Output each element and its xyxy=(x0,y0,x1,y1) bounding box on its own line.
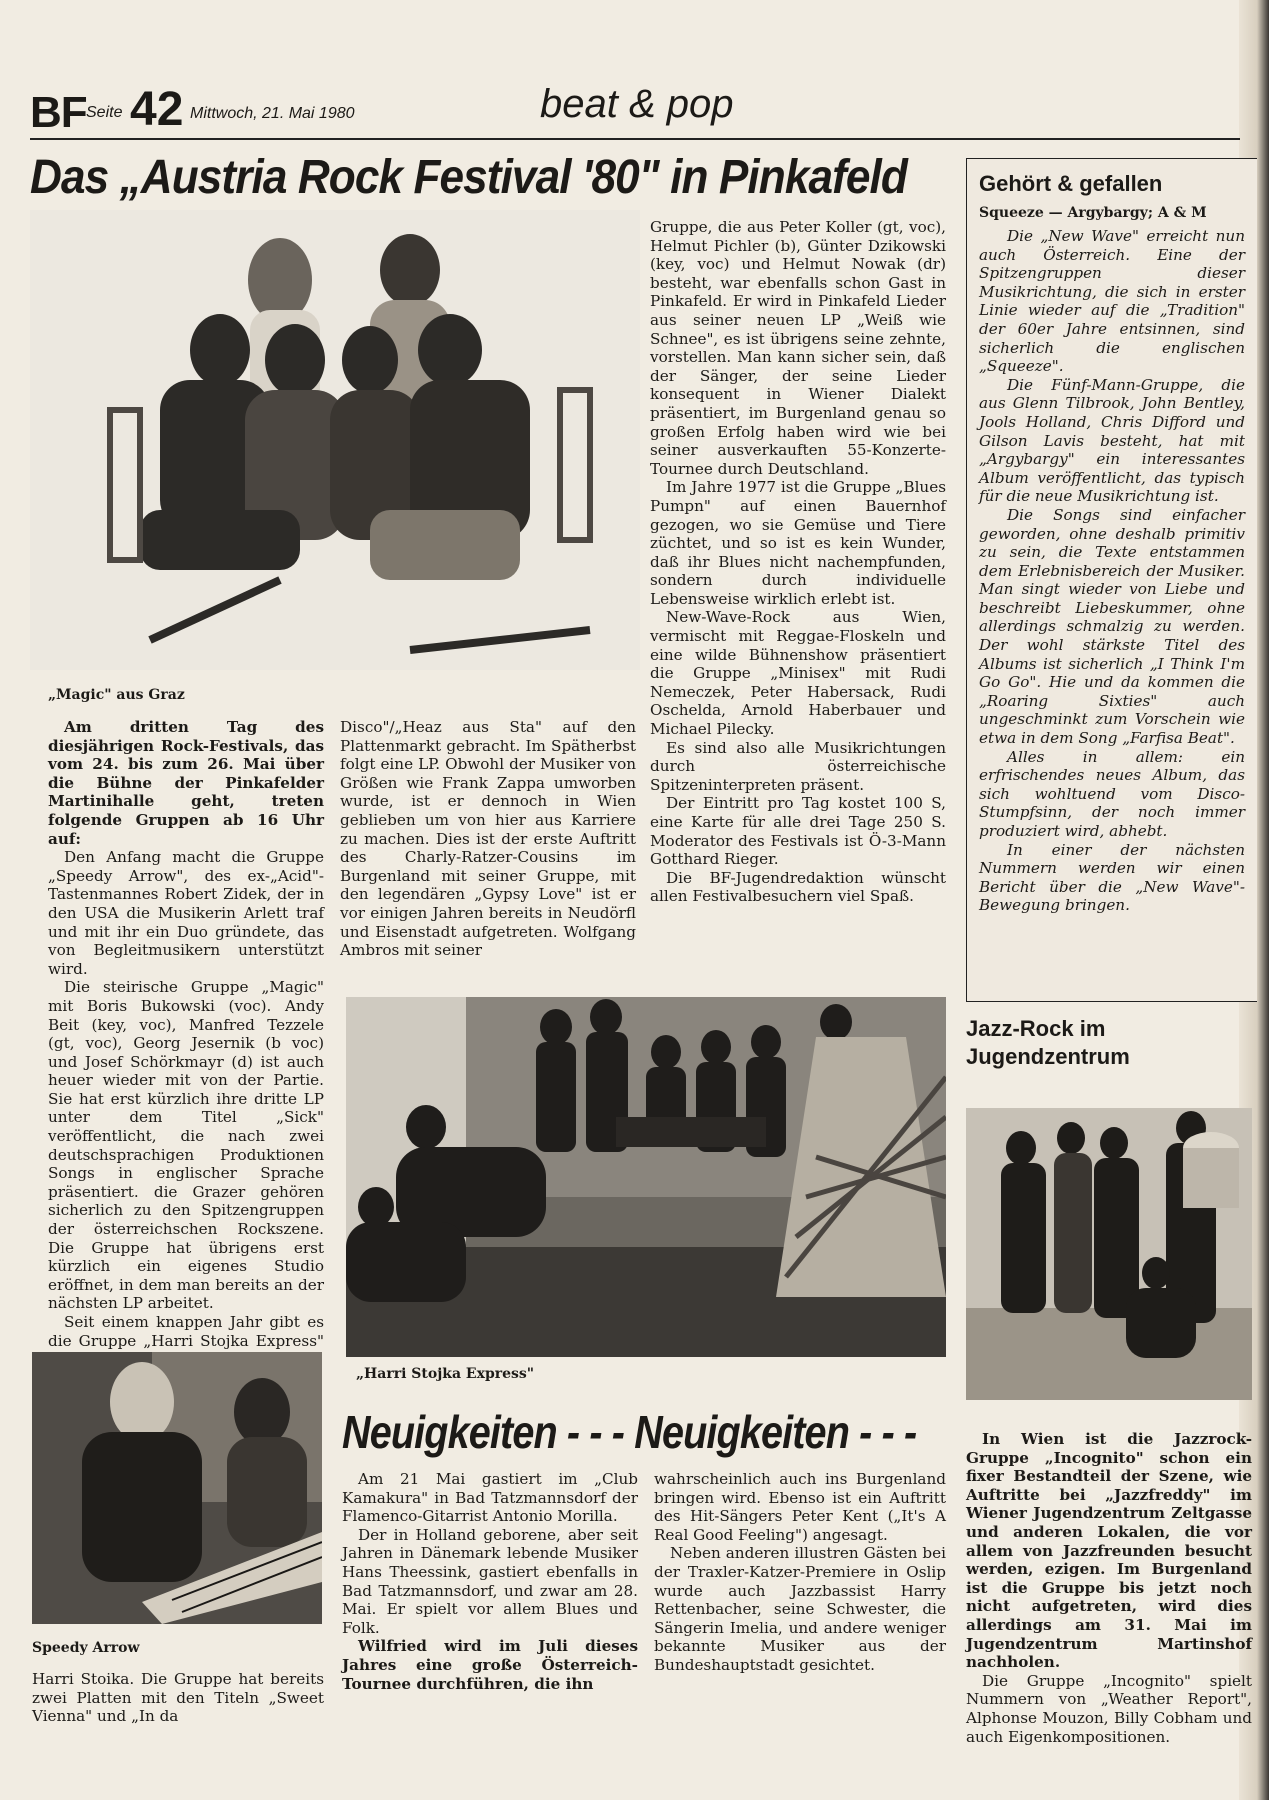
paragraph: Die steirische Gruppe „Magic" mit Boris Bukowski (voc). Andy Beit (key, voc), Manfred Tezzele (gt, voc), Georg Jesernik (b voc) und Josef Schörkmayr (d) ist auch heuer wieder mit von der Partie. Sie hat erst kürzlich ihre dritte LP unter dem Titel „Sick" veröffentlicht, die nach zwei deutschsprachigen Produktionen Songs in englischer Sprache präsentiert. die Grazer gehören sicherlich zu den Spitzengruppen der österreichschen Rockszene. Die Gruppe hat übrigens erst kürzlich ein eigenes Studio eröffnet, in dem man bereits an der nächsten LP arbeitet. xyxy=(48,978,324,1313)
paragraph: Seit einem knappen Jahr gibt es die Gruppe „Harri Stojka Express" xyxy=(48,1313,324,1350)
caption-magic: „Magic" aus Graz xyxy=(48,687,185,703)
review-box xyxy=(966,158,1257,1002)
incognito-illustration xyxy=(966,1108,1252,1400)
paragraph: Gruppe, die aus Peter Koller (gt, voc), Helmut Pichler (b), Günter Dzikowski (key, voc) und Helmut Nowak (dr) besteht, war ebenfalls schon Gast in Pinkafeld. Er wird in Pinkafeld Lieder aus seiner neuen LP „Weiß wie Schnee", es ist übrigens seine zehnte, vorstellen. Man kann sicher sein, daß der Sänger, der seine Lieder konsequent in Wiener Dialekt präsentiert, im Burgenland genau so großen Erfolg haben wird wie bei seiner ausverkauften 55-Konzerte-Tournee durch Deutschland. xyxy=(650,218,946,478)
page-label: Seite xyxy=(86,104,123,121)
section-title: beat & pop xyxy=(540,82,734,126)
paragraph: Den Anfang macht die Gruppe „Speedy Arrow", des ex-„Acid"-Tastenmannes Robert Zidek, der in den USA die Musikerin Arlett traf und mit ihr ein Duo gründete, das von Begleitmusikern unterstützt wird. xyxy=(48,848,324,978)
incognito-photo xyxy=(966,1108,1252,1400)
article-column-2 xyxy=(340,718,636,960)
newspaper-logo: BF xyxy=(30,88,87,137)
paragraph: Alles in allem: ein erfrischendes neues Album, das sich wohltuend vom Disco-Stumpfsinn, der noch immer produziert wird, abhebt. xyxy=(979,747,1245,840)
paragraph: Harri Stoika. Die Gruppe hat bereits zwei Platten mit den Titeln „Sweet Vienna" und „In da xyxy=(32,1670,324,1726)
jazz-lead: In Wien ist die Jazzrock-Gruppe „Incognito" schon ein fixer Bestandteil der Szene, wie Auftritte bei „Jazzfreddy" im Wiener Jugendzentrum Zeltgasse und anderen Lokalen, die vor allem von Jazzfreunden besucht werden, ezigen. Im Burgenland ist die Gruppe bis jetzt noch nicht aufgetreten, wird dies allerdings am 31. Mai im Jugendzentrum Martinshof nachholen. xyxy=(966,1430,1252,1672)
paragraph: Es sind also alle Musikrichtungen durch österreichische Spitzeninterpreten präsent. xyxy=(650,738,946,794)
paragraph: wahrscheinlich auch ins Burgenland bringen wird. Ebenso ist ein Auftritt des Hit-Sängers Peter Kent („It's A Real Good Feeling") angesagt. xyxy=(654,1470,946,1544)
speedy-arrow-photo xyxy=(32,1352,322,1624)
article-lead: Am dritten Tag des diesjährigen Rock-Festivals, das vom 24. bis zum 26. Mai über die Bühne der Pinkafelder Martinihalle geht, treten folgende Gruppen ab 16 Uhr auf: xyxy=(48,718,324,848)
paragraph: Am 21 Mai gastiert im „Club Kamakura" in Bad Tatzmannsdorf der Flamenco-Gitarrist Antonio Morilla. xyxy=(342,1470,638,1526)
article-headline: Das „Austria Rock Festival '80" in Pinkafeld xyxy=(30,151,907,204)
paragraph: Der Eintritt pro Tag kostet 100 S, eine Karte für alle drei Tage 250 S. Moderator des Festivals ist Ö-3-Mann Gotthard Rieger. xyxy=(650,794,946,869)
news-headline: Neuigkeiten - - - Neuigkeiten - - - xyxy=(342,1406,917,1458)
paragraph: Die Fünf-Mann-Gruppe, die aus Glenn Tilbrook, John Bentley, Jools Holland, Chris Difford und Gilson Lavis besteht, hat mit „Argybargy" ein interessantes Album veröffentlicht, das typisch für die neue Musikrichtung ist. xyxy=(979,375,1245,506)
article-column-3 xyxy=(650,218,946,906)
paragraph: Die „New Wave" erreicht nun auch Österreich. Eine der Spitzengruppen dieser Musikrichtung, die sich in erster Linie wieder auf die „Tradition" der 60er Jahre entsinnen, sind sicherlich die englischen „Squeeze". xyxy=(979,227,1245,376)
magic-band-photo xyxy=(30,210,640,670)
article-column-1 xyxy=(48,718,324,1369)
review-text xyxy=(979,227,1245,915)
paragraph: Neben anderen illustren Gästen bei der Traxler-Katzer-Premiere in Oslip wurde auch Jazzbassist Harry Rettenbacher, seine Schwester, die Sängerin Imelia, und andere weniger bekannte Musiker aus der Bundeshauptstadt gesichtet. xyxy=(654,1544,946,1674)
paragraph: Disco"/„Heaz aus Sta" auf den Plattenmarkt gebracht. Im Spätherbst folgt eine LP. Obwohl der Musiker von Größen wie Frank Zappa umworben wurde, ist er dennoch in Wien geblieben um von hier aus Karriere zu machen. Dies ist der erste Auftritt des Charly-Ratzer-Cousins im Burgenland mit seiner Gruppe, mit den legendären „Gypsy Love" ist er vor einigen Jahren bereits in Neudörfl und Eisenstadt aufgetreten. Wolfgang Ambros mit seiner xyxy=(340,718,636,960)
paragraph: New-Wave-Rock aus Wien, vermischt mit Reggae-Floskeln und eine wilde Bühnenshow präsentiert die Gruppe „Minisex" mit Rudi Nemeczek, Peter Habersack, Rudi Oschelda, Arnold Haberbauer und Michael Pilecky. xyxy=(650,608,946,739)
caption-speedy-arrow: Speedy Arrow xyxy=(32,1640,140,1656)
paragraph: Die BF-Jugendredaktion wünscht allen Festivalbesuchern viel Spaß. xyxy=(650,868,946,906)
paragraph: Im Jahre 1977 ist die Gruppe „Blues Pumpn" auf einen Bauernhof gezogen, wo sie Gemüse und Tiere züchtet, und so ist es kein Wunder, daß ihr Blues nicht nachempfunden, sondern durch individuelle Lebensweise wirklich erlebt ist. xyxy=(650,478,946,608)
paragraph: Die Gruppe „Incognito" spielt Nummern von „Weather Report", Alphonse Mouzon, Billy Cobham und auch Eigenkompositionen. xyxy=(966,1671,1252,1746)
page-number: 42 xyxy=(130,83,184,136)
stojka-express-illustration xyxy=(346,997,946,1357)
magic-band-illustration xyxy=(30,210,640,670)
paragraph: Die Songs sind einfacher geworden, ohne deshalb primitiv zu sein, die Texte entstammen dem Erlebnisbereich der Musiker. Man singt wieder von Liebe und beschreibt Liebeskummer, ohne allerdings schmalzig zu werden. Der wohl stärkste Titel des Albums ist sicherlich „I Think I'm Go Go". Hie und da kommen die „Roaring Sixties" auch ungeschminkt zum Vorschein wie etwa in dem Song „Farfisa Beat". xyxy=(979,505,1245,748)
article-column-1-continued xyxy=(32,1670,324,1726)
stojka-express-photo xyxy=(346,997,946,1357)
news-column-2 xyxy=(654,1470,946,1675)
paragraph: In einer der nächsten Nummern werden wir einen Bericht über die „New Wave"-Bewegung bringen. xyxy=(979,840,1245,915)
review-subtitle: Squeeze — Argybargy; A & M xyxy=(979,205,1207,221)
news-column-1 xyxy=(342,1470,638,1693)
caption-stojka: „Harri Stojka Express" xyxy=(356,1366,535,1382)
masthead xyxy=(30,82,1240,140)
speedy-arrow-illustration xyxy=(32,1352,322,1624)
jazz-headline: Jazz-Rock im Jugendzentrum xyxy=(966,1016,1130,1069)
jazz-text xyxy=(966,1430,1252,1746)
review-title: Gehört & gefallen xyxy=(979,171,1163,196)
issue-date: Mittwoch, 21. Mai 1980 xyxy=(190,105,355,122)
paragraph: Wilfried wird im Juli dieses Jahres eine große Österreich-Tournee durchführen, die ihn xyxy=(342,1637,638,1693)
paragraph: Der in Holland geborene, aber seit Jahren in Dänemark lebende Musiker Hans Theessink, gastiert ebenfalls in Bad Tatzmannsdorf, und zwar am 28. Mai. Er spielt vor allem Blues und Folk. xyxy=(342,1525,638,1637)
